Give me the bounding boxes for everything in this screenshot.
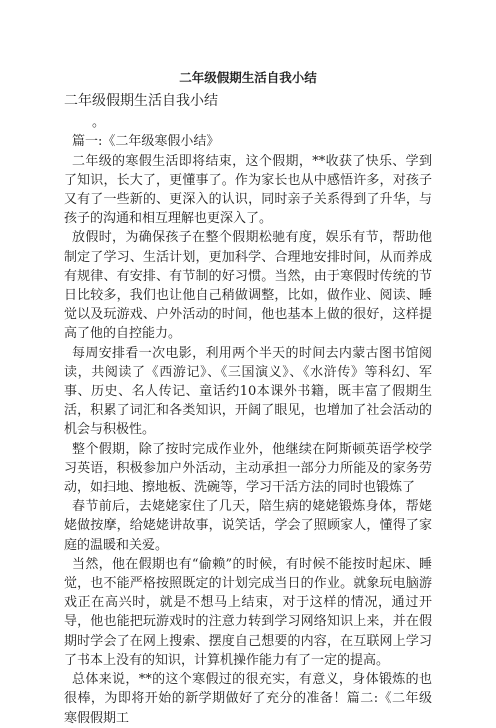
paragraph: 放假时，为确保孩子在整个假期松驰有度，娱乐有节，帮助他制定了学习、生活计划，更加科学、合理地安排时间，从而养成有规律、有安排、有节制的好习惯。当然，由于寒假时传统的节日比较多，我们也让他自己稍做调整，比如，做作业、阅读、睡觉以及玩游戏、户外活动的时间，他也基本上做的很好，这样提高了他的自控能力。 xyxy=(64,230,432,342)
paragraph: 当然，他在假期也有“偷赖”的时候，有时候不能按时起床、睡觉，也不能严格按照既定的计划完成当日的作业。就象玩电脑游戏正在高兴时，就是不想马上结束，对于这样的情况，通过开导，他也能把玩游戏时的注意力转到学习网络知识上来，并在假期时学会了在网上搜索、摆度自己想要的内容，在互联网上学习了书本上没有的知识，计算机操作能力有了一定的提高。 xyxy=(64,556,432,668)
section-heading: 篇一:《二年级寒假小结》 xyxy=(72,134,220,150)
paragraph: 整个假期，除了按时完成作业外，他继续在阿斯顿英语学校学习英语，积极参加户外活动，主动承担一部分力所能及的家务劳动，如扫地、擦地板、洗碗等，学习干活方法的同时也锻炼了 xyxy=(64,441,432,496)
paragraph: 春节前后，去姥姥家住了几天，陪生病的姥姥锻炼身体，帮姥姥做按摩，给姥姥讲故事，说笑话，学会了照顾家人，懂得了家庭的温暖和关爱。 xyxy=(64,499,432,553)
paragraph: 二年级的寒假生活即将结束，这个假期，**收获了快乐、学到了知识，长大了，更懂事了。作为家长也从中感悟许多，对孩子又有了一些新的、更深入的认识，同时亲子关系得到了升华，与孩子的沟通和相互理解也更深入了。 xyxy=(64,153,432,227)
paragraph: 每周安排看一次电影，利用两个半天的时间去内蒙古图书馆阅读，共阅读了《西游记》、《三国演义》、《水浒传》等科幻、军事、历史、名人传记、童话约10本课外书籍，既丰富了假期生活，积累了词汇和各类知识，开阔了眼见，也增加了社会活动的机会与积极性。 xyxy=(64,345,432,438)
paragraph: 总体来说，**的这个寒假过的很充实，有意义，身体锻炼的也很棒，为即将开始的新学期做好了充分的准备！篇二:《二年级寒假假期工 xyxy=(64,672,432,726)
document-subheading: 二年级假期生活自我小结 xyxy=(64,93,218,109)
document-title: 二年级假期生活自我小结 xyxy=(179,70,317,85)
document-body xyxy=(64,92,432,728)
separator-dot: 。 xyxy=(92,115,106,131)
